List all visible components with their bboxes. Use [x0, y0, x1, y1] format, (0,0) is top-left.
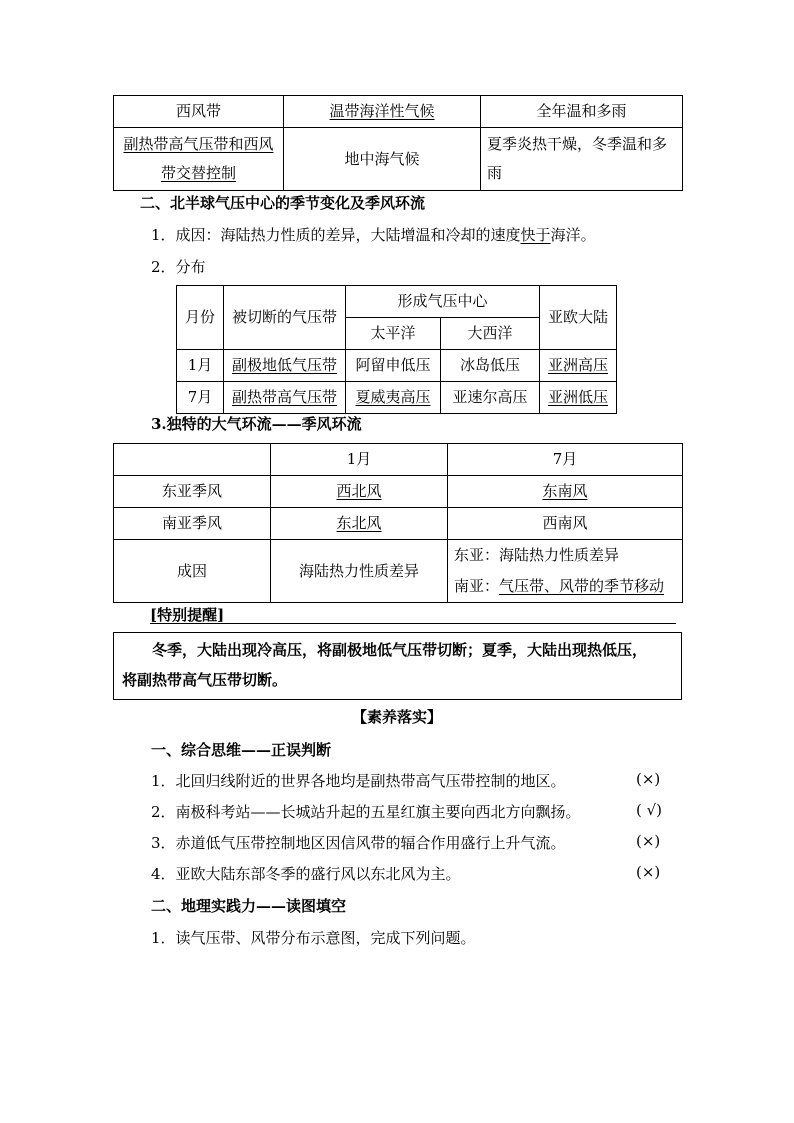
underlined-answer: 东北风 [336, 514, 382, 532]
cause-prefix: 1．成因：海陆热力性质的差异，大陆增温和冷却的速度 [151, 226, 521, 244]
underlined-answer: 副热带高气压带和西风带交替控制 [123, 135, 274, 182]
judge-item: 4．亚欧大陆东部冬季的盛行风以东北风为主。 [151, 865, 461, 883]
table-header-row [177, 286, 617, 318]
table-cell: 南亚季风 [114, 508, 271, 540]
practice-title: 【素养落实】 [351, 708, 442, 726]
judge-mark: ( √) [636, 801, 663, 819]
header-cell: 7月 [448, 444, 683, 476]
tip-text-line: 冬季，大陆出现冷高压，将副极地低气压带切断；夏季，大陆出现热低压， [152, 641, 648, 659]
underlined-answer: 夏威夷高压 [355, 388, 431, 406]
header-cell: 1月 [271, 444, 448, 476]
cause-south-asia [454, 571, 676, 602]
table-row [177, 382, 617, 414]
underlined-answer: 温带海洋性气候 [329, 102, 435, 120]
header-cell: 太平洋 [346, 318, 441, 350]
header-cell: 亚欧大陆 [540, 286, 617, 350]
tip-rule [150, 623, 676, 624]
table-cell [271, 476, 448, 508]
table-cell: 1月 [177, 350, 224, 382]
judge-mark: (×) [636, 863, 661, 881]
table-row [114, 476, 683, 508]
underlined-answer: 气压带、风带的季节移动 [499, 577, 665, 595]
table-cell: 西风带 [114, 96, 284, 128]
table-cell: 西南风 [448, 508, 683, 540]
table-header-row [114, 444, 683, 476]
monsoon-title: 3.独特的大气环流——季风环流 [151, 415, 362, 433]
underlined-answer: 亚洲低压 [548, 388, 609, 406]
judge-item: 1．北回归线附近的世界各地均是副热带高气压带控制的地区。 [151, 772, 566, 790]
header-cell: 被切断的气压带 [224, 286, 346, 350]
underlined-answer: 东南风 [542, 482, 588, 500]
cause-line [151, 224, 596, 245]
table-cell [284, 96, 481, 128]
table-row [114, 128, 683, 191]
cause-suffix: 海洋。 [550, 226, 596, 244]
table-cell [224, 350, 346, 382]
header-cell: 大西洋 [441, 318, 540, 350]
judge-item: 3．赤道低气压带控制地区因信风带的辐合作用盛行上升气流。 [151, 834, 566, 852]
header-cell: 月份 [177, 286, 224, 350]
underlined-answer: 快于 [520, 226, 551, 244]
underlined-answer: 副极地低气压带 [231, 356, 337, 374]
table-cell [271, 508, 448, 540]
judge-mark: (×) [636, 770, 661, 788]
climate-table [113, 95, 683, 191]
table-cell: 阿留申低压 [346, 350, 441, 382]
table-cell [448, 476, 683, 508]
tip-box [113, 632, 682, 700]
judge-item: 2．南极科考站——长城站升起的五星红旗主要向西北方向飘扬。 [151, 803, 581, 821]
tip-label: [特别提醒] [150, 606, 225, 624]
underlined-answer: 副热带高气压带 [231, 388, 337, 406]
table-cell: 地中海气候 [284, 128, 481, 191]
practice2-title: 二、地理实践力——读图填空 [151, 897, 347, 915]
table-row [177, 350, 617, 382]
distribution-title: 2．分布 [151, 258, 206, 276]
underlined-answer: 亚洲高压 [548, 356, 609, 374]
table-cell [346, 382, 441, 414]
table-cell [224, 382, 346, 414]
table-cell: 东亚季风 [114, 476, 271, 508]
table-cell [540, 350, 617, 382]
header-cell [114, 444, 271, 476]
cause-east-asia: 东亚：海陆热力性质差异 [454, 546, 620, 564]
table-cell: 冰岛低压 [441, 350, 540, 382]
judge-title: 一、综合思维——正误判断 [151, 741, 332, 759]
table-row [114, 96, 683, 128]
tip-text-line: 将副热带高气压带切断。 [122, 671, 288, 689]
underlined-answer: 西北风 [336, 482, 382, 500]
table-cell: 全年温和多雨 [481, 96, 683, 128]
table-row [114, 508, 683, 540]
table-cell: 夏季炎热干燥，冬季温和多雨 [481, 128, 683, 191]
header-cell: 形成气压中心 [346, 286, 540, 318]
table-cell: 海陆热力性质差异 [271, 540, 448, 603]
pressure-center-table [176, 285, 617, 414]
table-cell [540, 382, 617, 414]
table-cell: 成因 [114, 540, 271, 603]
table-row [114, 540, 683, 603]
table-cell [448, 540, 683, 603]
judge-mark: (×) [636, 832, 661, 850]
table-cell: 7月 [177, 382, 224, 414]
practice2-item: 1．读气压带、风带分布示意图，完成下列问题。 [151, 929, 476, 947]
table-cell [114, 128, 284, 191]
section-title: 二、北半球气压中心的季节变化及季风环流 [140, 194, 426, 212]
cause-south-asia-prefix: 南亚： [454, 577, 500, 595]
monsoon-table [113, 443, 683, 603]
table-cell: 亚速尔高压 [441, 382, 540, 414]
